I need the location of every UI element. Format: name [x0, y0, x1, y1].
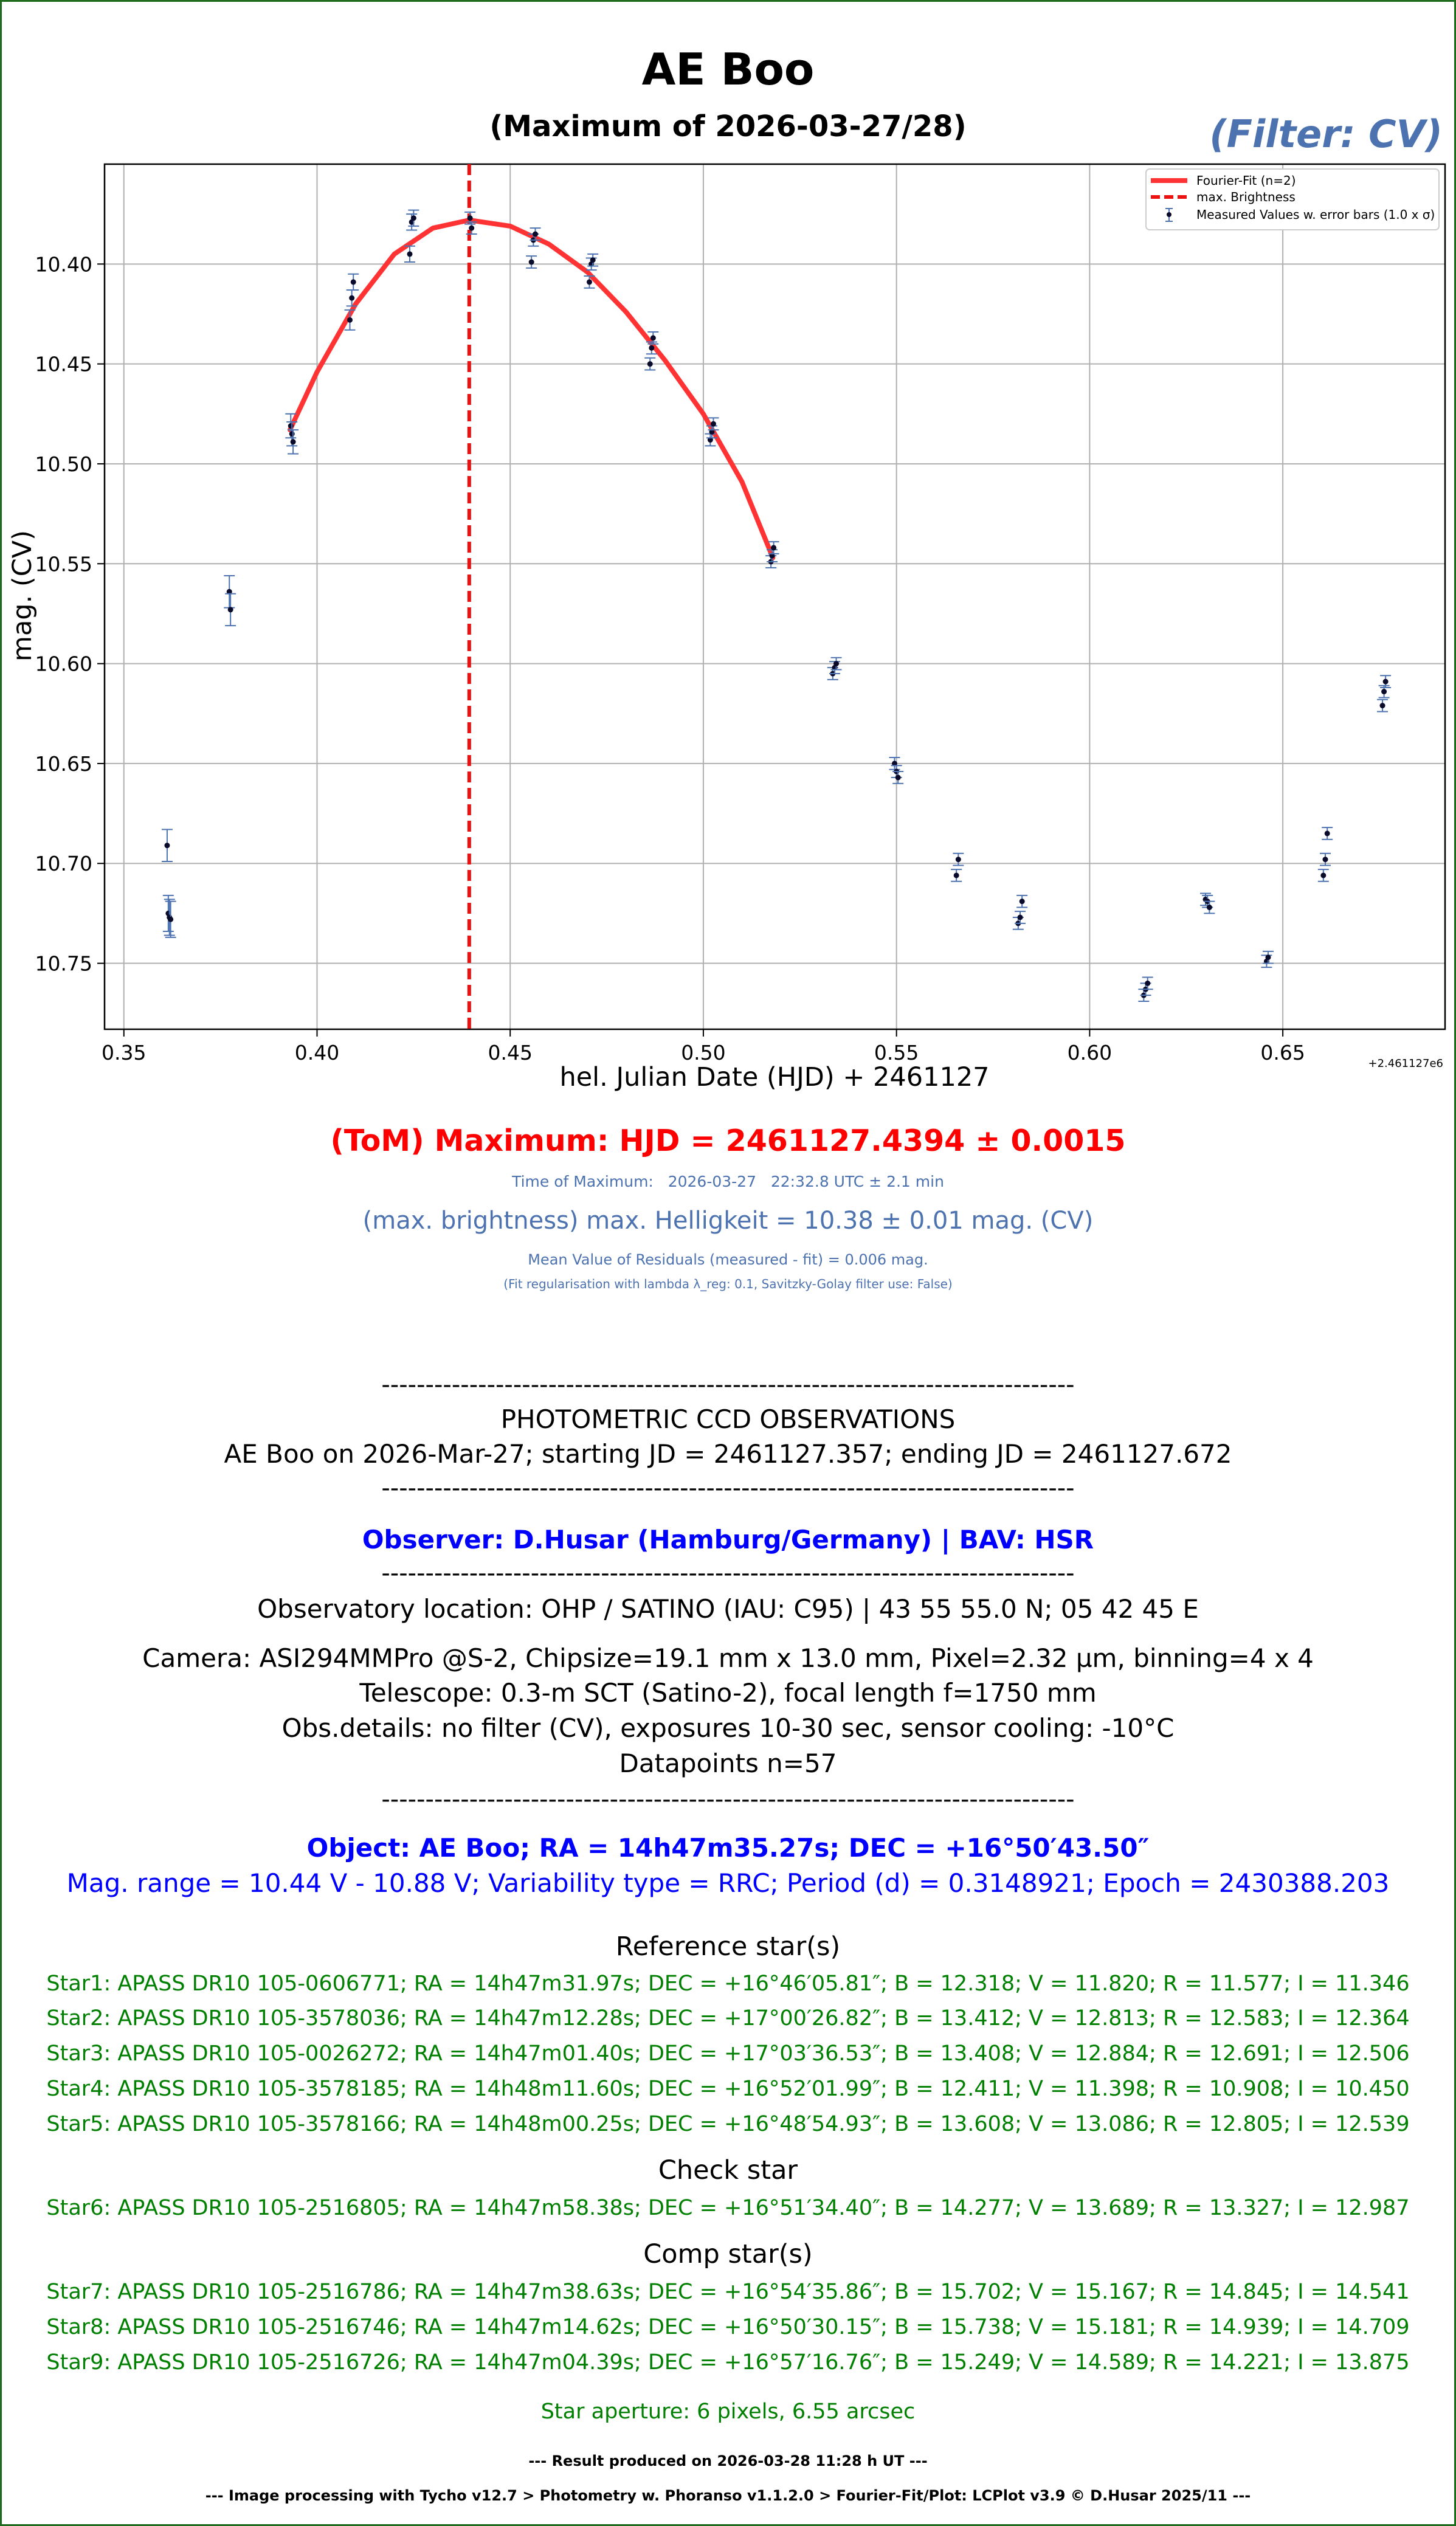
chart-legend: [1146, 169, 1439, 230]
point-marker: [1207, 905, 1212, 910]
result-produced-footer: --- Result produced on 2026-03-28 11:28 h UT ---: [528, 2452, 928, 2469]
y-tick-label: 10.40: [35, 252, 92, 277]
comp-star-row: Star8: APASS DR10 105-2516746; RA = 14h47m14.62s; DEC = +16°50′30.15″; B = 15.738; V = 15.181; R = 14.939; I = 14.709: [46, 2315, 1410, 2339]
point-marker: [1381, 689, 1387, 694]
point-marker: [1320, 872, 1326, 878]
y-axis-ticks: [35, 252, 105, 975]
data-point: [162, 829, 173, 861]
x-tick-label: 0.40: [294, 1041, 340, 1065]
reference-star-row: Star4: APASS DR10 105-3578185; RA = 14h48m11.60s; DEC = +16°52′01.99″; B = 12.411; V = 11.398; R = 10.908; I = 10.450: [46, 2077, 1410, 2101]
point-marker: [1323, 857, 1328, 862]
chart-subtitle: (Maximum of 2026-03-27/28): [489, 109, 967, 143]
telescope-details: Telescope: 0.3-m SCT (Satino-2), focal length f=1750 mm: [359, 1678, 1097, 1708]
data-point: [1322, 827, 1333, 840]
data-point: [348, 274, 359, 290]
point-marker: [956, 857, 961, 862]
separator-line: -------------------------------------------------------------------------------: [381, 1786, 1075, 1813]
measured-points: [162, 210, 1391, 1001]
point-marker: [1145, 981, 1150, 986]
chart-grid: [105, 164, 1445, 1029]
comp-star-row: Star9: APASS DR10 105-2516726; RA = 14h47m04.39s; DEC = +16°57′16.76″; B = 15.249; V = 14.589; R = 14.221; I = 13.875: [46, 2350, 1410, 2375]
y-tick-label: 10.75: [35, 951, 92, 976]
point-marker: [954, 872, 959, 878]
point-marker: [1020, 899, 1025, 904]
legend-fit-label: Fourier-Fit (n=2): [1196, 173, 1296, 188]
point-marker: [164, 843, 170, 848]
fourier-fit-curve: [290, 220, 773, 557]
x-tick-label: 0.45: [488, 1041, 533, 1065]
point-marker: [291, 439, 296, 444]
max-brightness-result: (max. brightness) max. Helligkeit = 10.38 ± 0.01 mag. (CV): [362, 1207, 1094, 1235]
point-marker: [411, 215, 416, 221]
observation-details: Obs.details: no filter (CV), exposures 10-30 sec, sensor cooling: -10°C: [281, 1713, 1175, 1743]
legend-measured-label: Measured Values w. error bars (1.0 x σ): [1196, 207, 1435, 222]
x-tick-label: 0.60: [1067, 1041, 1113, 1065]
point-marker: [288, 423, 294, 429]
data-point: [1016, 895, 1027, 908]
reference-star-row: Star5: APASS DR10 105-3578166; RA = 14h48m00.25s; DEC = +16°48′54.93″; B = 13.608; V = 13.086; R = 12.805; I = 12.539: [46, 2112, 1410, 2136]
y-tick-label: 10.70: [35, 852, 92, 876]
reference-stars-heading: Reference star(s): [615, 1931, 841, 1962]
point-marker: [469, 226, 474, 231]
point-marker: [349, 295, 354, 301]
regularisation-note: (Fit regularisation with lambda λ_reg: 0.1, Savitzky-Golay filter use: False): [503, 1277, 953, 1291]
time-of-maximum-result: (ToM) Maximum: HJD = 2461127.4394 ± 0.0015: [330, 1123, 1126, 1158]
y-axis-label: mag. (CV): [7, 530, 38, 661]
point-marker: [529, 260, 534, 265]
object-info: Mag. range = 10.44 V - 10.88 V; Variability type = RRC; Period (d) = 0.3148921; Epoch = 2430388.203: [66, 1868, 1390, 1898]
reference-star-row: Star3: APASS DR10 105-0026272; RA = 14h47m01.40s; DEC = +17°03′36.53″; B = 13.408; V = 12.884; R = 12.691; I = 12.506: [46, 2041, 1410, 2066]
point-marker: [647, 361, 653, 367]
point-marker: [168, 917, 173, 922]
point-marker: [833, 661, 839, 666]
chart-title: AE Boo: [641, 44, 815, 95]
camera-details: Camera: ASI294MMPro @S-2, Chipsize=19.1 mm x 13.0 mm, Pixel=2.32 µm, binning=4 x 4: [142, 1643, 1314, 1673]
check-star-heading: Check star: [658, 2155, 798, 2186]
point-marker: [351, 279, 356, 285]
data-point: [951, 869, 962, 882]
legend-marker-swatch: [1167, 212, 1171, 217]
point-marker: [711, 421, 716, 427]
point-marker: [587, 279, 592, 285]
point-marker: [533, 232, 538, 237]
data-point: [1377, 700, 1388, 712]
reference-star-row: Star1: APASS DR10 105-0606771; RA = 14h47m31.97s; DEC = +16°46′05.81″; B = 12.318; V = 11.820; R = 11.577; I = 11.346: [46, 1972, 1410, 1996]
point-marker: [1380, 703, 1385, 708]
plot-frame: [105, 164, 1445, 1029]
star-aperture: Star aperture: 6 pixels, 6.55 arcsec: [540, 2400, 916, 2424]
x-tick-label: 0.55: [874, 1041, 919, 1065]
point-marker: [1018, 914, 1023, 920]
y-tick-label: 10.45: [35, 352, 92, 376]
y-tick-label: 10.50: [35, 452, 92, 476]
light-curve-chart: [0, 152, 1456, 1100]
legend-max-label: max. Brightness: [1196, 190, 1296, 204]
data-point: [225, 594, 236, 626]
observer-line: Observer: D.Husar (Hamburg/Germany) | BAV: HSR: [362, 1525, 1094, 1555]
point-marker: [590, 257, 596, 263]
point-marker: [407, 251, 413, 257]
point-marker: [1265, 954, 1271, 960]
time-of-maximum-utc: Time of Maximum: 2026-03-27 22:32.8 UTC ± 2.1 min: [512, 1173, 944, 1190]
point-marker: [1383, 679, 1389, 685]
point-marker: [347, 317, 353, 323]
point-marker: [228, 607, 233, 612]
separator-line: -------------------------------------------------------------------------------: [381, 1371, 1075, 1399]
point-marker: [649, 345, 654, 351]
filter-label: (Filter: CV): [1209, 112, 1443, 156]
reference-star-row: Star2: APASS DR10 105-3578036; RA = 14h47m12.28s; DEC = +17°00′26.82″; B = 13.412; V = 12.813; R = 12.583; I = 12.364: [46, 2006, 1410, 2031]
datapoints-count: Datapoints n=57: [619, 1748, 837, 1778]
point-marker: [289, 431, 295, 437]
data-point: [526, 256, 537, 268]
observation-summary: AE Boo on 2026-Mar-27; starting JD = 2461127.357; ending JD = 2461127.672: [224, 1439, 1232, 1469]
check-star-row: Star6: APASS DR10 105-2516805; RA = 14h47m58.38s; DEC = +16°51′34.40″; B = 14.277; V = 13.689; R = 13.327; I = 12.987: [46, 2196, 1410, 2220]
comp-stars-heading: Comp star(s): [643, 2239, 813, 2269]
point-marker: [468, 215, 473, 221]
x-offset-label: +2.461127e6: [1368, 1057, 1443, 1070]
x-axis-ticks: [102, 1029, 1305, 1065]
point-marker: [1325, 830, 1330, 836]
x-tick-label: 0.50: [681, 1041, 726, 1065]
x-tick-label: 0.65: [1260, 1041, 1305, 1065]
processing-footer: --- Image processing with Tycho v12.7 > Photometry w. Phoranso v1.1.2.0 > Fourier-Fit/Plot: LCPlot v3.9 © D.Husar 2025/11 ---: [205, 2487, 1251, 2504]
separator-line: -------------------------------------------------------------------------------: [381, 1559, 1075, 1587]
observations-heading: PHOTOMETRIC CCD OBSERVATIONS: [500, 1404, 956, 1434]
y-tick-label: 10.60: [35, 652, 92, 676]
y-tick-label: 10.55: [35, 552, 92, 576]
point-marker: [650, 335, 656, 340]
residuals-result: Mean Value of Residuals (measured - fit) = 0.006 mag.: [528, 1251, 928, 1268]
object-line: Object: AE Boo; RA = 14h47m35.27s; DEC = +16°50′43.50″: [306, 1833, 1150, 1863]
separator-line: -------------------------------------------------------------------------------: [381, 1474, 1075, 1502]
x-tick-label: 0.35: [102, 1041, 147, 1065]
point-marker: [771, 545, 776, 550]
x-axis-label: hel. Julian Date (HJD) + 2461127: [559, 1062, 990, 1092]
data-point: [1318, 869, 1329, 882]
data-point: [224, 576, 235, 608]
point-marker: [895, 775, 901, 780]
y-tick-label: 10.65: [35, 751, 92, 776]
observatory-location: Observatory location: OHP / SATINO (IAU: C95) | 43 55 55.0 N; 05 42 45 E: [257, 1594, 1199, 1624]
comp-star-row: Star7: APASS DR10 105-2516786; RA = 14h47m38.63s; DEC = +16°54′35.86″; B = 15.702; V = 15.167; R = 14.845; I = 14.541: [46, 2280, 1410, 2304]
